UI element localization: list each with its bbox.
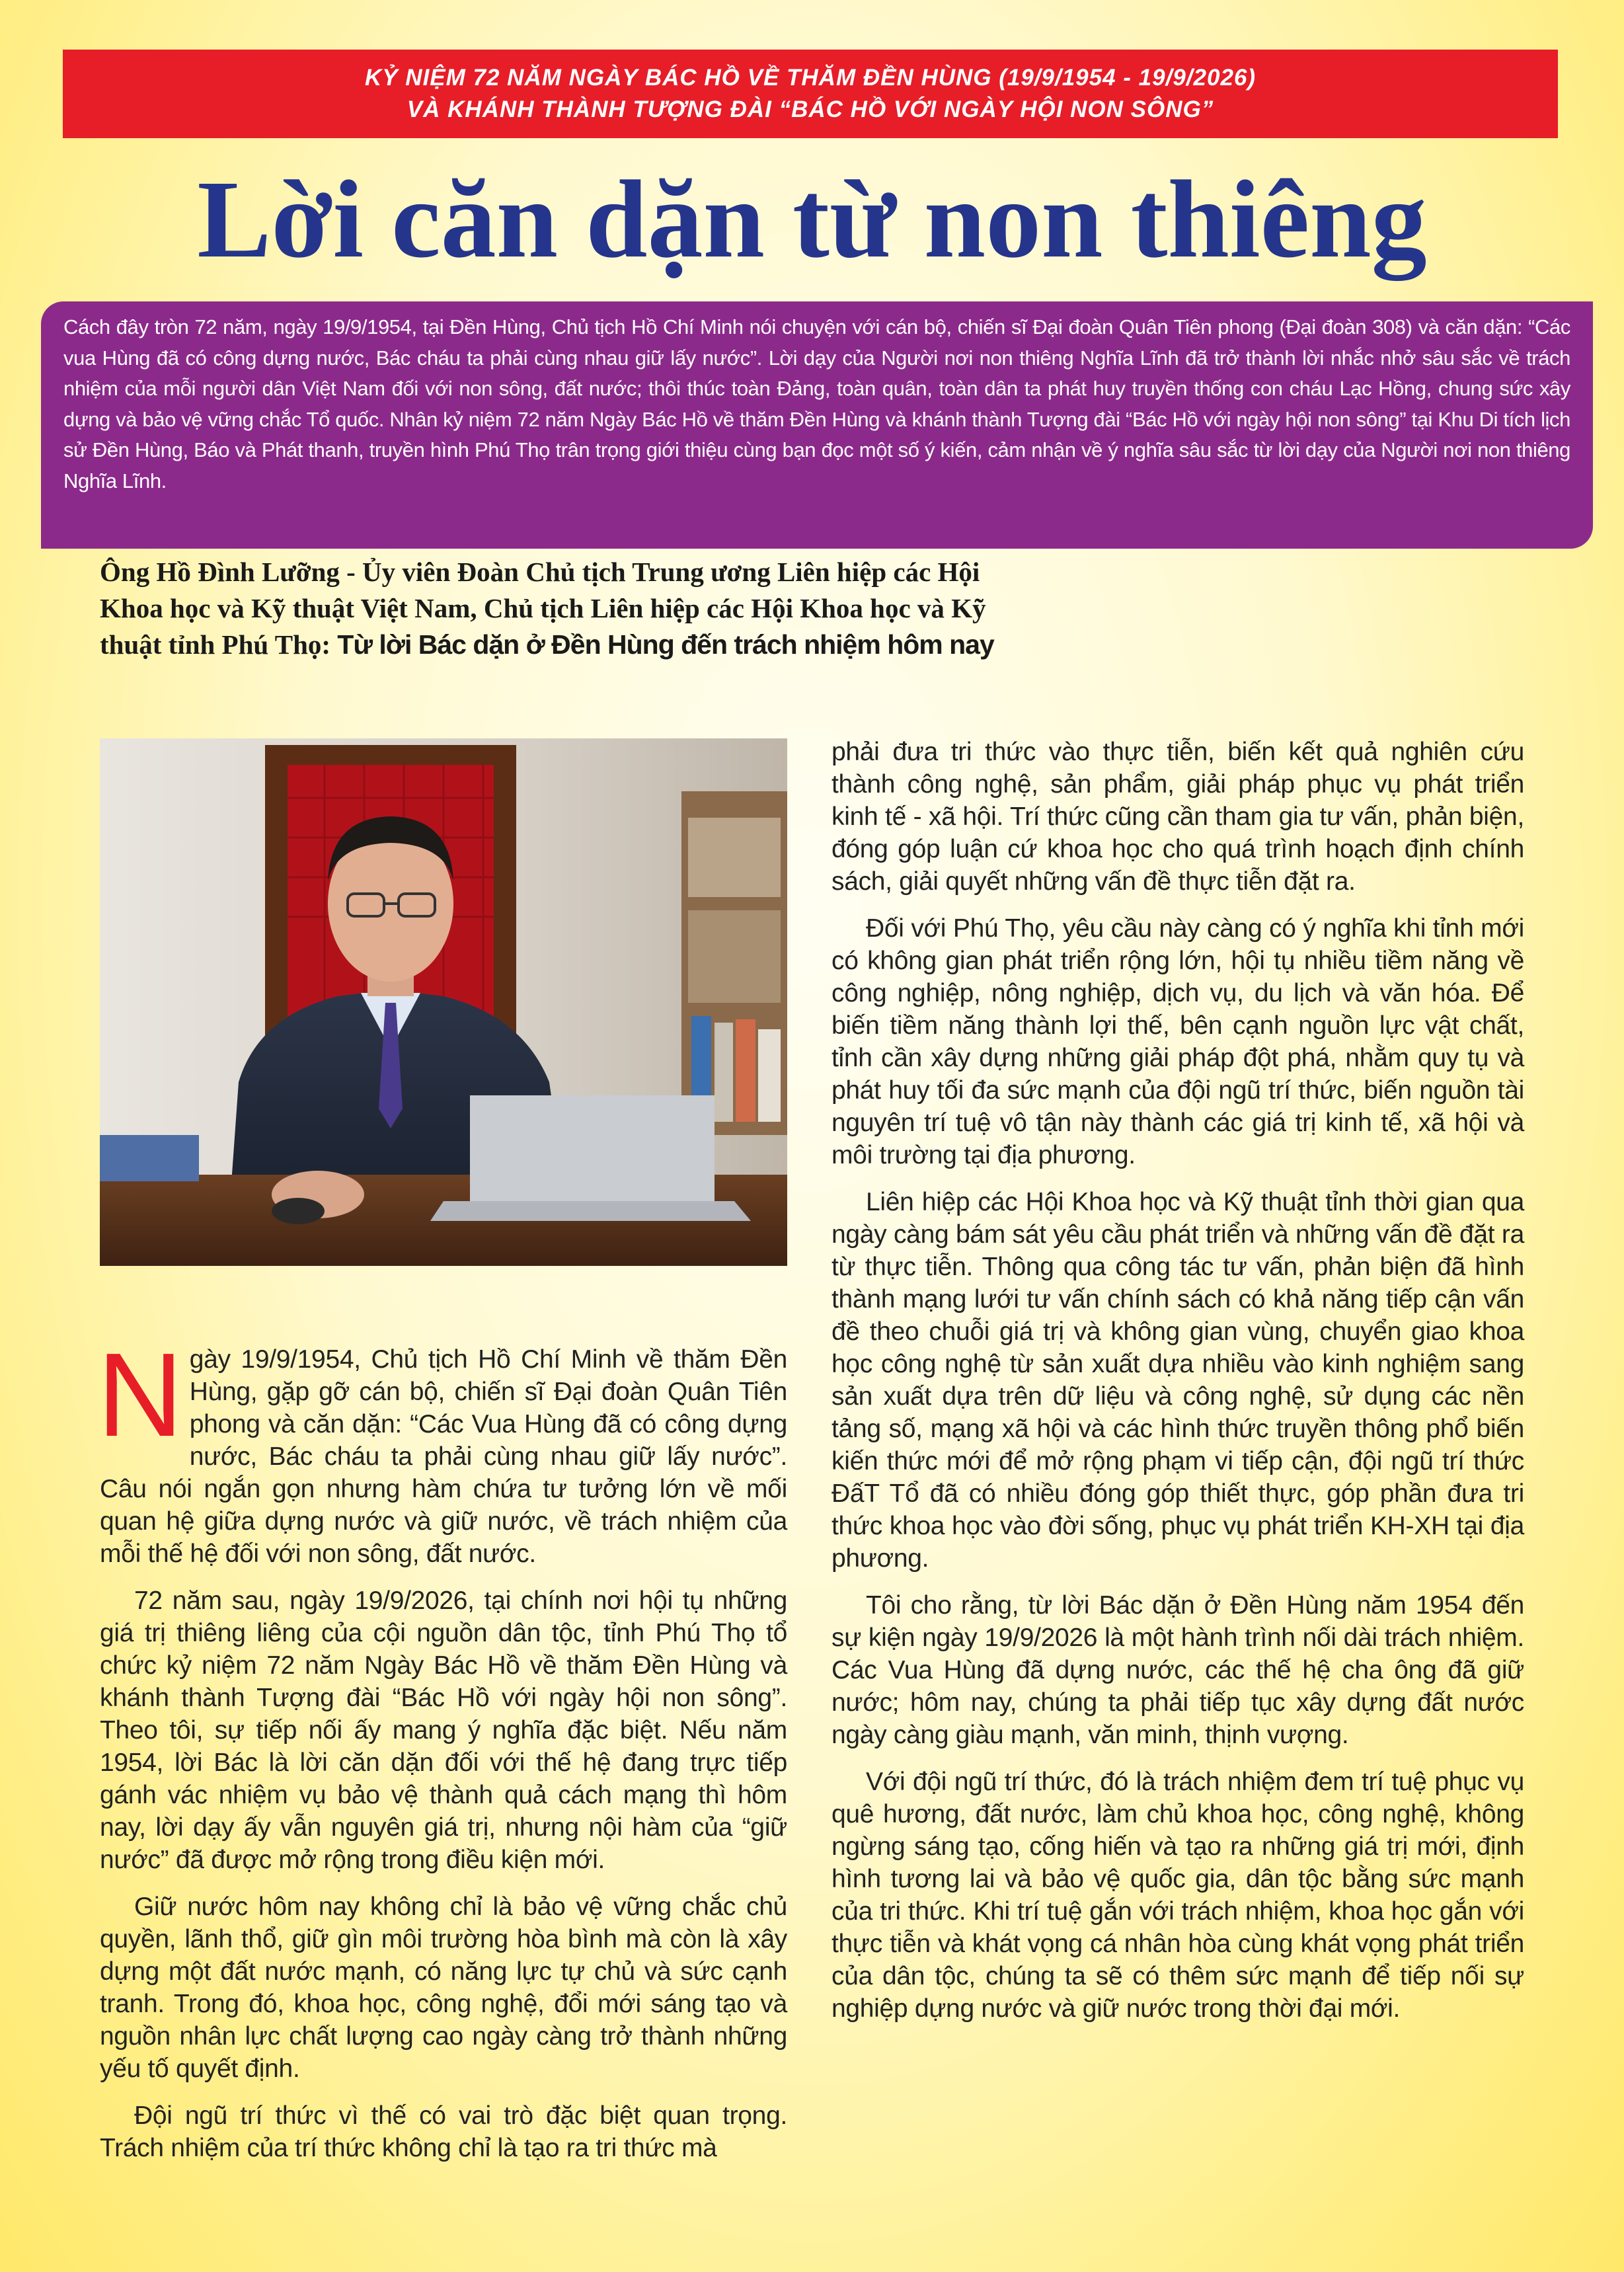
banner-line-2: VÀ KHÁNH THÀNH TƯỢNG ĐÀI “BÁC HỒ VỚI NGÀY HỘI NON SÔNG” [406, 97, 1214, 122]
article-paragraph: Giữ nước hôm nay không chỉ là bảo vệ vững chắc chủ quyền, lãnh thổ, giữ gìn môi trường hòa bình mà còn là xây dựng một đất nước mạnh, có năng lực tự chủ và sức cạnh tranh. Trong đó, khoa học, công nghệ, đổi mới sáng tạo và nguồn nhân lực chất lượng cao ngày càng trở thành những yếu tố quyết định. [100, 1893, 787, 2083]
section-headline: Từ lời Bác dặn ở Đền Hùng đến trách nhiệm hôm nay [337, 629, 994, 660]
article-paragraph: 72 năm sau, ngày 19/9/2026, tại chính nơi hội tụ những giá trị thiêng liêng của cội nguồn dân tộc, tỉnh Phú Thọ tổ chức kỷ niệm 72 năm Ngày Bác Hồ về thăm Đền Hùng và khánh thành Tượng đài “Bác Hồ với ngày hội non sông”. Theo tôi, sự tiếp nối ấy mang ý nghĩa đặc biệt. Nếu năm 1954, lời Bác là lời căn dặn đối với thế hệ đang trực tiếp gánh vác nhiệm vụ bảo vệ thành quả cách mạng thì hôm nay, lời dạy ấy vẫn nguyên giá trị, nhưng nội hàm của “giữ nước” đã được mở rộng trong điều kiện mới. [100, 1586, 787, 1874]
interviewee-byline [100, 554, 1025, 663]
interviewee-photo [100, 738, 787, 1266]
intro-box [41, 301, 1593, 549]
banner-line-1: KỶ NIỆM 72 NĂM NGÀY BÁC HỒ VỀ THĂM ĐỀN HÙNG (19/9/1954 - 19/9/2026) [364, 65, 1257, 91]
article-paragraph: phải đưa tri thức vào thực tiễn, biến kết quả nghiên cứu thành công nghệ, sản phẩm, giải pháp phục vụ phát triển kinh tế - xã hội. Trí thức cũng cần tham gia tư vấn, phản biện, đóng góp luận cứ khoa học cho quá trình hoạch định chính sách, giải quyết những vấn đề thực tiễn đặt ra. [831, 738, 1524, 896]
article-column-right [831, 736, 1524, 2039]
drop-cap: N [97, 1329, 183, 1462]
article-paragraph: Đội ngũ trí thức vì thế có vai trò đặc biệt quan trọng. Trách nhiệm của trí thức không chỉ là tạo ra tri thức mà [100, 2101, 787, 2162]
interviewee-name: Ông Hồ Đình Lưỡng - Ủy viên Đoàn Chủ tịch Trung ương Liên hiệp các Hội Khoa học và Kỹ thuật Việt Nam, Chủ tịch Liên hiệp các Hội Khoa học và Kỹ thuật tỉnh Phú Thọ: [100, 557, 986, 660]
article-paragraph-text: gày 19/9/1954, Chủ tịch Hồ Chí Minh về thăm Đền Hùng, gặp gỡ cán bộ, chiến sĩ Đại đoàn Quân Tiên phong và căn dặn: “Các Vua Hùng đã có công dựng nước, Bác cháu ta phải cùng nhau giữ lấy nước”. Câu nói ngắn gọn nhưng hàm chứa tư tưởng lớn về mối quan hệ giữa dựng nước và giữ nước, về trách nhiệm của mỗi thế hệ đối với non sông, đất nước. [100, 1345, 787, 1568]
article-paragraph [97, 1329, 787, 1570]
article-paragraph: Tôi cho rằng, từ lời Bác dặn ở Đền Hùng năm 1954 đến sự kiện ngày 19/9/2026 là một hành trình nối dài trách nhiệm. Các Vua Hùng đã dựng nước, các thế hệ cha ông đã giữ nước; hôm nay, chúng ta phải tiếp tục xây dựng đất nước ngày càng giàu mạnh, văn minh, thịnh vượng. [831, 1591, 1524, 1749]
event-banner [63, 50, 1558, 138]
intro-text: Cách đây tròn 72 năm, ngày 19/9/1954, tại Đền Hùng, Chủ tịch Hồ Chí Minh nói chuyện với cán bộ, chiến sĩ Đại đoàn Quân Tiên phong (Đại đoàn 308) và căn dặn: “Các vua Hùng đã có công dựng nước, Bác cháu ta phải cùng nhau giữ lấy nước”. Lời dạy của Người nơi non thiêng Nghĩa Lĩnh đã trở thành lời nhắc nhở sâu sắc về trách nhiệm của mỗi người dân Việt Nam đối với non sông, đất nước; thôi thúc toàn Đảng, toàn quân, toàn dân ta phát huy truyền thống con cháu Lạc Hồng, chung sức xây dựng và bảo vệ vững chắc Tổ quốc. Nhân kỷ niệm 72 năm Ngày Bác Hồ về thăm Đền Hùng và khánh thành Tượng đài “Bác Hồ với ngày hội non sông” tại Khu Di tích lịch sử Đền Hùng, Báo và Phát thanh, truyền hình Phú Thọ trân trọng giới thiệu cùng bạn đọc một số ý kiến, cảm nhận về ý nghĩa sâu sắc từ lời dạy của Người nơi non thiêng Nghĩa Lĩnh. [63, 315, 1570, 492]
article-column-left [97, 1329, 787, 2179]
page-title: Lời căn dặn từ non thiêng [197, 158, 1427, 281]
article-paragraph: Đối với Phú Thọ, yêu cầu này càng có ý nghĩa khi tỉnh mới có không gian phát triển rộng lớn, hội tụ nhiều tiềm năng về công nghiệp, nông nghiệp, dịch vụ, du lịch và văn hóa. Để biến tiềm năng thành lợi thế, bên cạnh nguồn lực vật chất, tỉnh cần xây dựng những giải pháp đột phá, nhằm quy tụ và phát huy tối đa sức mạnh của đội ngũ trí thức, biến nguồn tài nguyên trí tuệ vô tận này thành các giá trị kinh tế, xã hội và môi trường tại địa phương. [831, 914, 1524, 1169]
article-paragraph: Liên hiệp các Hội Khoa học và Kỹ thuật tỉnh thời gian qua ngày càng bám sát yêu cầu phát triển và những vấn đề đặt ra từ thực tiễn. Thông qua công tác tư vấn, phản biện đã hình thành mạng lưới tư vấn chính sách có khả năng tiếp cận vấn đề theo chuỗi giá trị và không gian vùng, chuyển giao khoa học công nghệ từ sản xuất dựa nhiều vào kinh nghiệm sang sản xuất dựa trên dữ liệu và công nghệ, sử dụng các nền tảng số, mạng xã hội và các hình thức truyền thông phổ biến kiến thức mới để mở rộng phạm vi tiếp cận, đội ngũ trí thức ĐấT Tổ đã có nhiều đóng góp thiết thực, góp phần đưa tri thức khoa học vào đời sống, phục vụ phát triển KH-XH tại địa phương. [831, 1188, 1524, 1573]
article-paragraph: Với đội ngũ trí thức, đó là trách nhiệm đem trí tuệ phục vụ quê hương, đất nước, làm chủ khoa học, công nghệ, không ngừng sáng tạo, cống hiến và tạo ra những giá trị mới, định hình tương lai và bảo vệ quốc gia, dân tộc bằng sức mạnh của tri thức. Khi trí tuệ gắn với trách nhiệm, khoa học gắn với thực tiễn và khát vọng cá nhân hòa cùng khát vọng phát triển của dân tộc, chúng ta sẽ có thêm sức mạnh để tiếp nối sự nghiệp dựng nước và giữ nước trong thời đại mới. [831, 1768, 1524, 2023]
